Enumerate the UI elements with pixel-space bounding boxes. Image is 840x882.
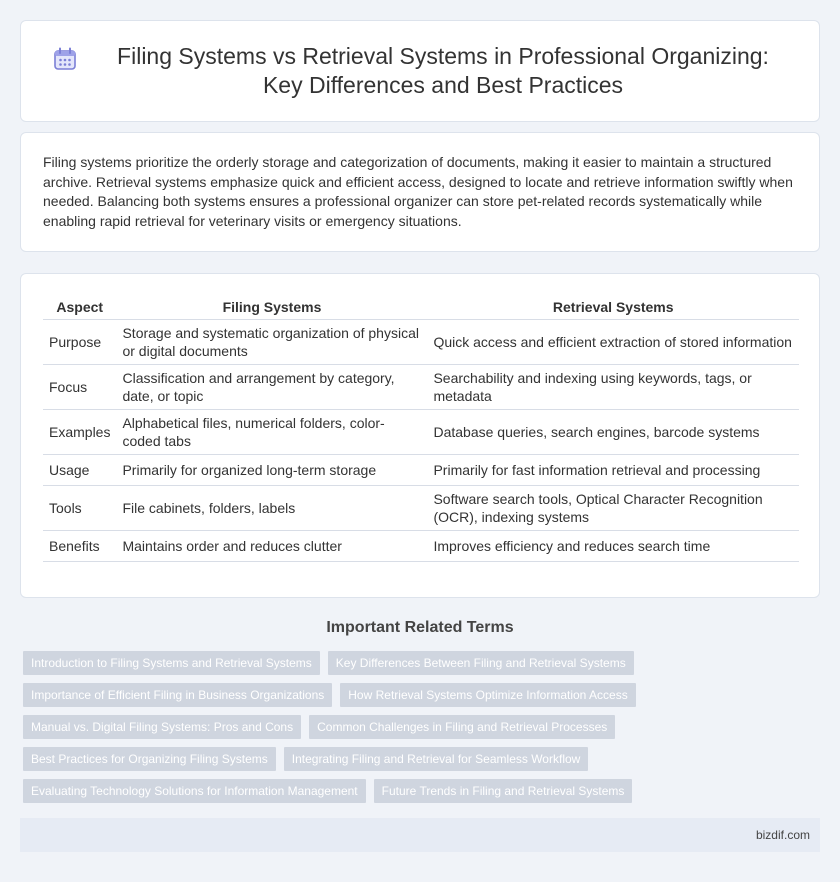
table-cell-filing: Classification and arrangement by category, date, or topic — [116, 365, 427, 410]
table-cell-filing: File cabinets, folders, labels — [116, 486, 427, 531]
related-term-link[interactable]: Integrating Filing and Retrieval for Seamless Workflow — [284, 747, 589, 771]
table-cell-aspect: Examples — [43, 410, 116, 455]
related-term-link[interactable]: Common Challenges in Filing and Retrieval Processes — [309, 715, 615, 739]
tag-row — [23, 779, 823, 803]
column-header-aspect: Aspect — [43, 294, 116, 320]
footer-site-link[interactable]: bizdif.com — [755, 828, 810, 842]
intro-card — [20, 132, 820, 252]
column-header-retrieval: Retrieval Systems — [427, 294, 799, 320]
intro-paragraph: Filing systems prioritize the orderly storage and categorization of documents, making it easier to maintain a structured archive. Retrieval systems emphasize quick and efficient access, designed to locate and retrieve information swiftly when needed. Balancing both systems ensures a professional organizer can store pet-related records systematically while enabling rapid retrieval for veterinary visits or emergency situations. — [43, 154, 793, 229]
table-row — [43, 455, 799, 486]
related-term-link[interactable]: Best Practices for Organizing Filing Systems — [23, 747, 276, 771]
tag-row — [23, 683, 823, 707]
table-cell-retrieval: Database queries, search engines, barcode systems — [427, 410, 799, 455]
related-term-link[interactable]: Evaluating Technology Solutions for Information Management — [23, 779, 366, 803]
table-cell-aspect: Tools — [43, 486, 116, 531]
table-row — [43, 531, 799, 562]
page-title — [98, 42, 788, 100]
tag-row — [23, 651, 823, 675]
header-card — [20, 20, 820, 122]
related-term-link[interactable]: How Retrieval Systems Optimize Information Access — [340, 683, 635, 707]
table-cell-filing: Maintains order and reduces clutter — [116, 531, 427, 562]
table-cell-retrieval: Searchability and indexing using keywords, tags, or metadata — [427, 365, 799, 410]
related-term-link[interactable]: Introduction to Filing Systems and Retrieval Systems — [23, 651, 320, 675]
table-cell-filing: Storage and systematic organization of physical or digital documents — [116, 320, 427, 365]
table-cell-retrieval: Quick access and efficient extraction of stored information — [427, 320, 799, 365]
table-row — [43, 410, 799, 455]
comparison-table — [43, 294, 799, 562]
tag-row — [23, 715, 823, 739]
table-cell-aspect: Focus — [43, 365, 116, 410]
comparison-table-card — [20, 273, 820, 598]
related-term-link[interactable]: Key Differences Between Filing and Retrieval Systems — [328, 651, 634, 675]
page-title-text: Filing Systems vs Retrieval Systems in Professional Organizing: Key Differences and Best Practices — [117, 43, 769, 98]
table-row — [43, 320, 799, 365]
related-term-link[interactable]: Manual vs. Digital Filing Systems: Pros and Cons — [23, 715, 301, 739]
table-cell-aspect: Purpose — [43, 320, 116, 365]
title-wrap — [52, 42, 788, 100]
related-terms-heading: Important Related Terms — [326, 619, 514, 636]
table-cell-retrieval: Primarily for fast information retrieval and processing — [427, 455, 799, 486]
calendar-icon — [52, 46, 78, 72]
related-term-link[interactable]: Importance of Efficient Filing in Business Organizations — [23, 683, 332, 707]
table-cell-filing: Alphabetical files, numerical folders, color-coded tabs — [116, 410, 427, 455]
table-cell-retrieval: Improves efficiency and reduces search time — [427, 531, 799, 562]
table-cell-filing: Primarily for organized long-term storage — [116, 455, 427, 486]
column-header-filing: Filing Systems — [116, 294, 427, 320]
table-row — [43, 365, 799, 410]
table-cell-retrieval: Software search tools, Optical Character Recognition (OCR), indexing systems — [427, 486, 799, 531]
footer — [20, 818, 820, 852]
table-cell-aspect: Benefits — [43, 531, 116, 562]
table-row — [43, 486, 799, 531]
tag-row — [23, 747, 823, 771]
table-header-row — [43, 294, 799, 320]
table-cell-aspect: Usage — [43, 455, 116, 486]
related-terms-list — [23, 651, 823, 811]
related-term-link[interactable]: Future Trends in Filing and Retrieval Systems — [374, 779, 633, 803]
